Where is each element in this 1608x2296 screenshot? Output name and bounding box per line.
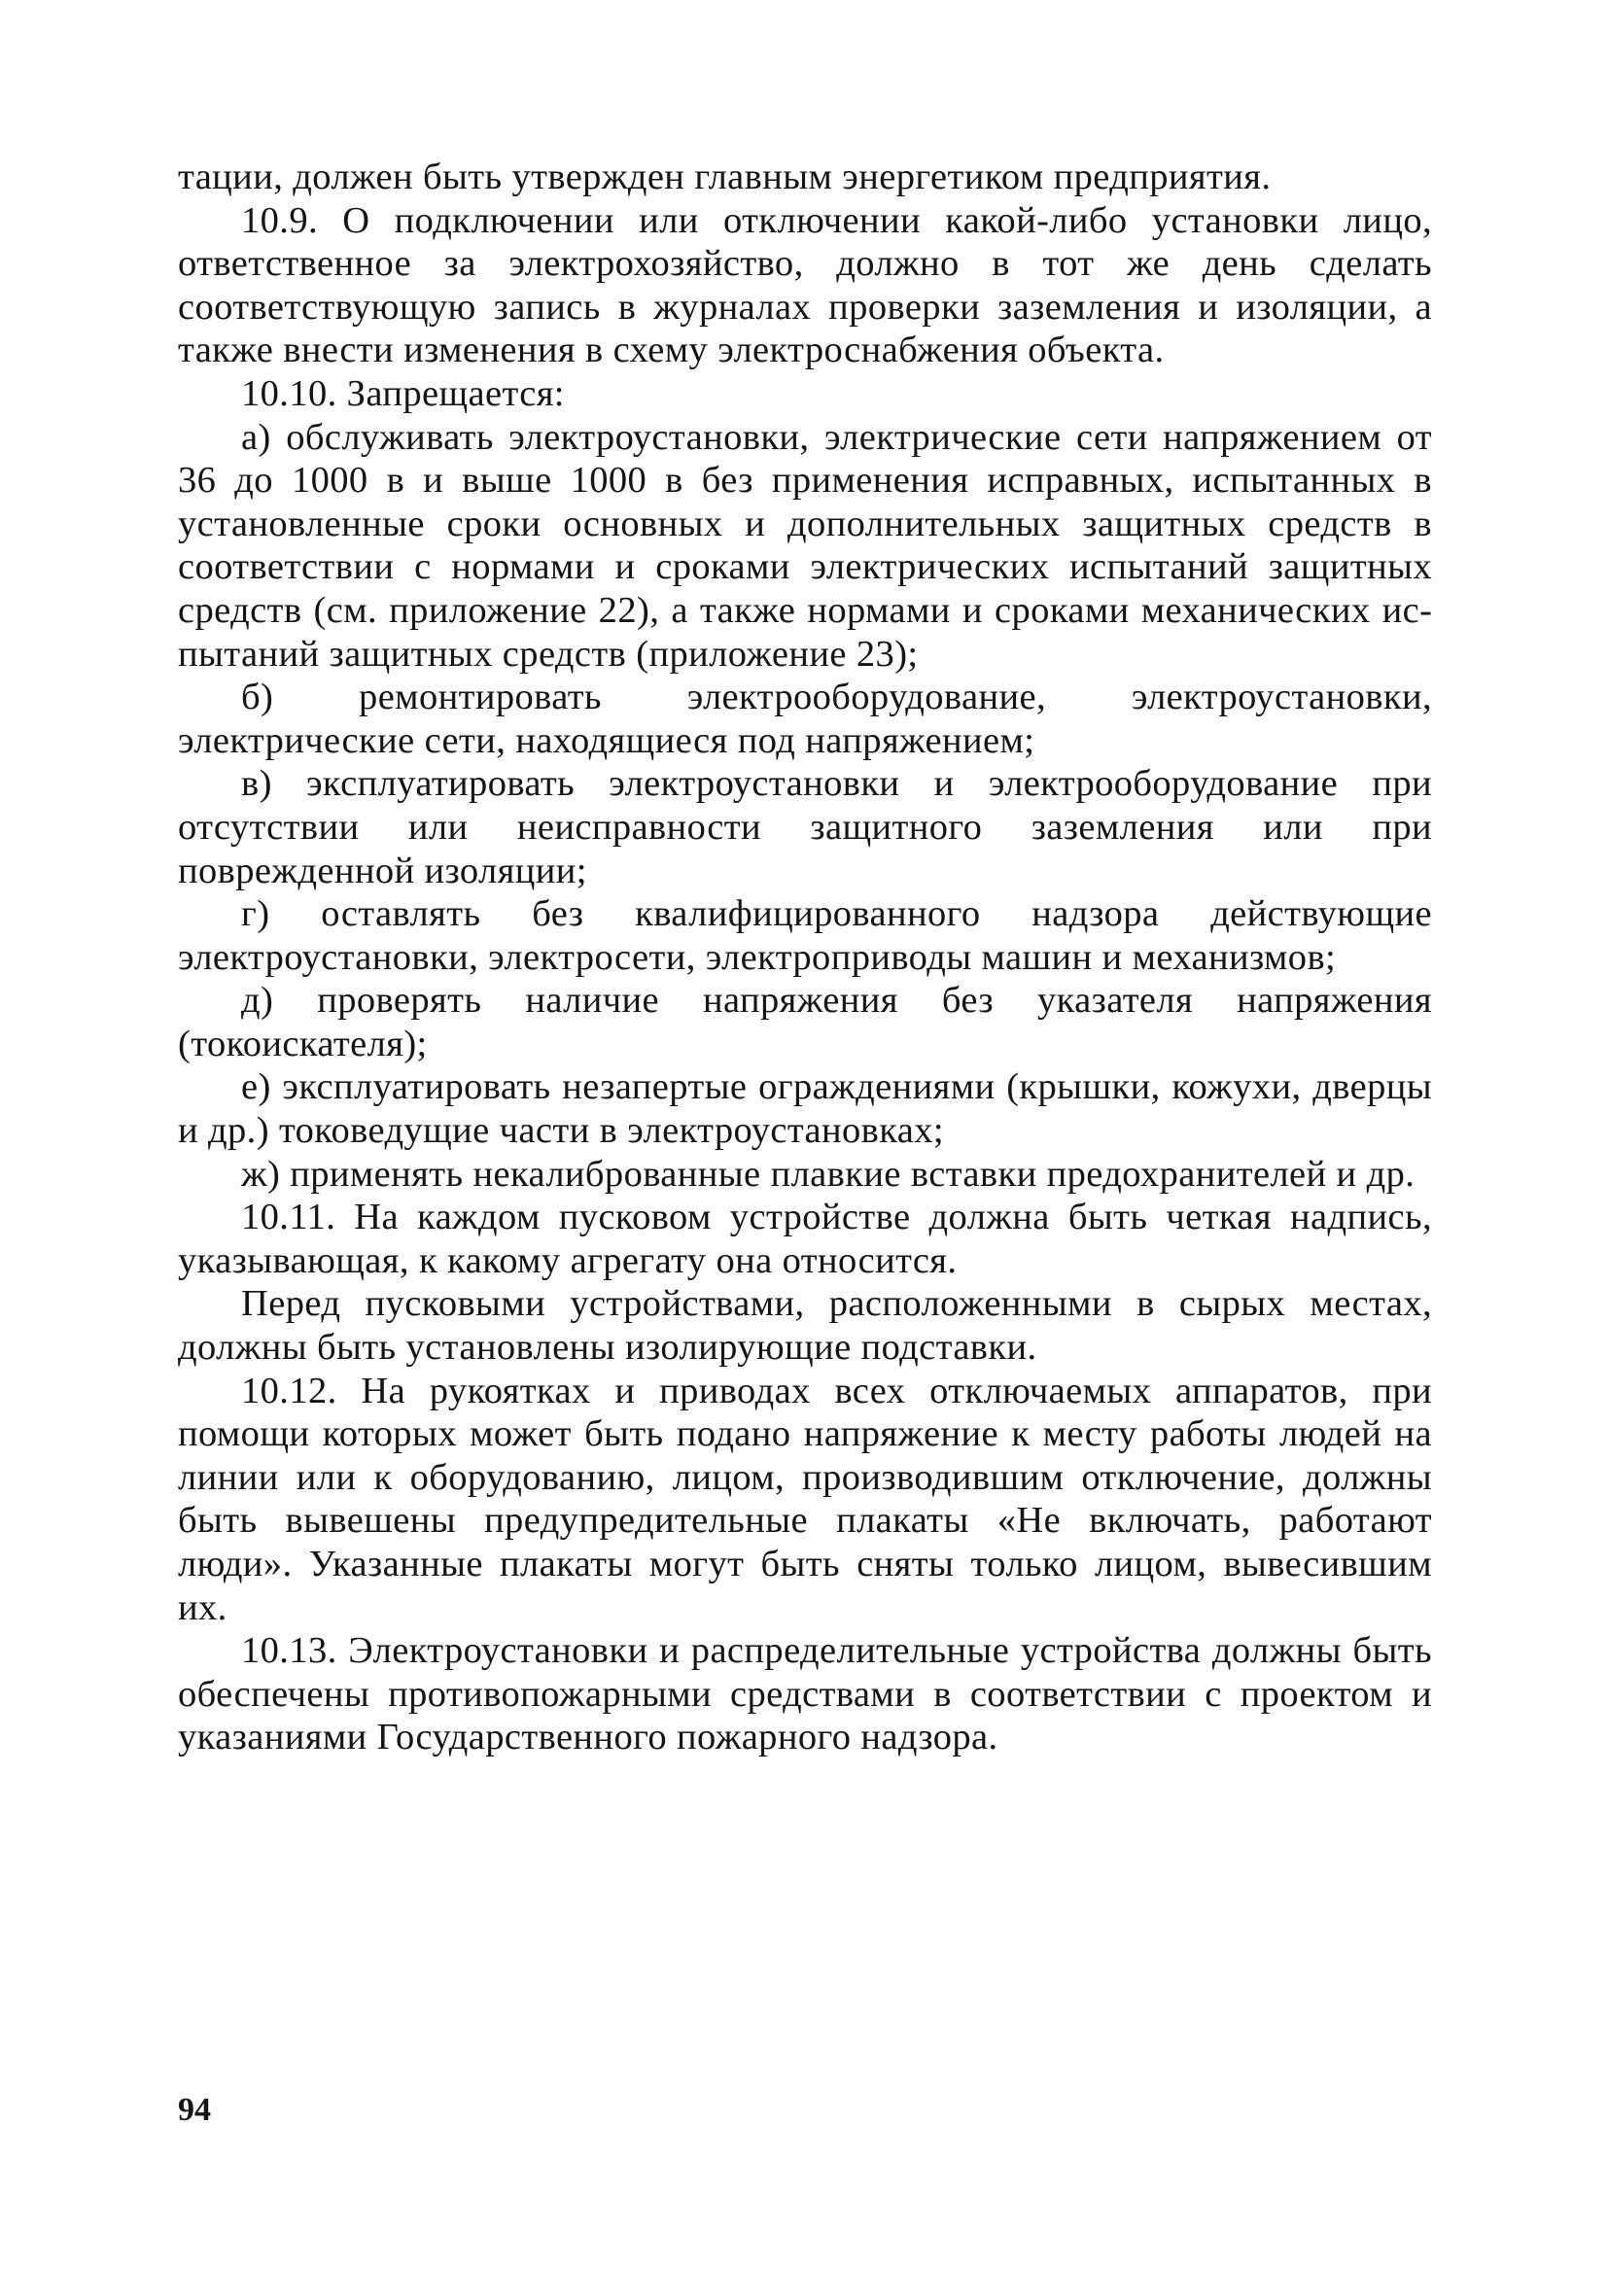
paragraph-10-10: 10.10. Запрещается:: [241, 372, 565, 414]
body-text: [178, 156, 1432, 1759]
paragraph-10-11-cont: Перед пусковыми устройствами, расположенными в сырых местах, должны быть установлены изолирующие подставки.: [178, 1283, 1432, 1369]
paragraph-10-11: 10.11. На каждом пусковом устройстве должна быть четкая надпись, указывающая, к какому агрегату она относится.: [178, 1197, 1432, 1281]
list-item-g: г) оставлять без квалифицированного надзора действующие электроустановки, электросети, электроприводы машин и механизмов;: [178, 893, 1432, 978]
paragraph-10-13: 10.13. Электроустановки и распределительные устройства должны быть обеспечены противопожарными средствами в соответствии с проектом и указаниями Государственного пожарного надзора.: [178, 1630, 1432, 1758]
list-item-b: б) ремонтировать электрооборудование, электроустановки, электрические сети, находящиеся под напряжением;: [178, 677, 1432, 761]
list-item-d: д) проверять наличие напряжения без указателя напряжения (токоискателя);: [178, 980, 1432, 1064]
paragraph-10-12: 10.12. На рукоятках и приводах всех отключаемых аппаратов, при помощи которых может быть подано напряжение к месту работы людей на линии или к оборудованию, лицом, производившим отключение, должны быть вывешены предупредительные плакаты «Не включать, работают люди». Указанные плакаты могут быть сняты только лицом, вывесившим их.: [178, 1370, 1432, 1628]
paragraph-continuation: тации, должен быть утвержден главным энергетиком предприятия.: [178, 157, 1272, 197]
page-number: 94: [178, 2092, 211, 2128]
list-item-zh: ж) применять некалиброванные плавкие вставки предохранителей и др.: [241, 1153, 1416, 1195]
list-item-e: е) эксплуатировать незапертые ограждениями (крышки, кожухи, дверцы и др.) токоведущие части в электроустановках;: [178, 1066, 1432, 1152]
paragraph-10-9: 10.9. О подключении или отключении какой-либо установки лицо, ответственное за электрохозяйство, должно в тот же день сделать соответствующую запись в журналах проверки заземления и изоляции, а также внести изменения в схему электроснабжения объекта.: [178, 199, 1432, 371]
list-item-a: а) обслуживать электроустановки, электрические сети напряжением от 36 до 1000 в и выше 1000 в без применения исправных, испытанных в установленные сроки основных и дополнительных защитных средств в соответствии с нормами и сроками электрических испытаний защитных средств (см. приложение 22), а также нормами и сроками механических испытаний защитных средств (приложение 23);: [178, 416, 1432, 675]
list-item-v: в) эксплуатировать электроустановки и электрооборудование при отсутствии или неисправности защитного заземления или при поврежденной изоляции;: [178, 763, 1432, 891]
